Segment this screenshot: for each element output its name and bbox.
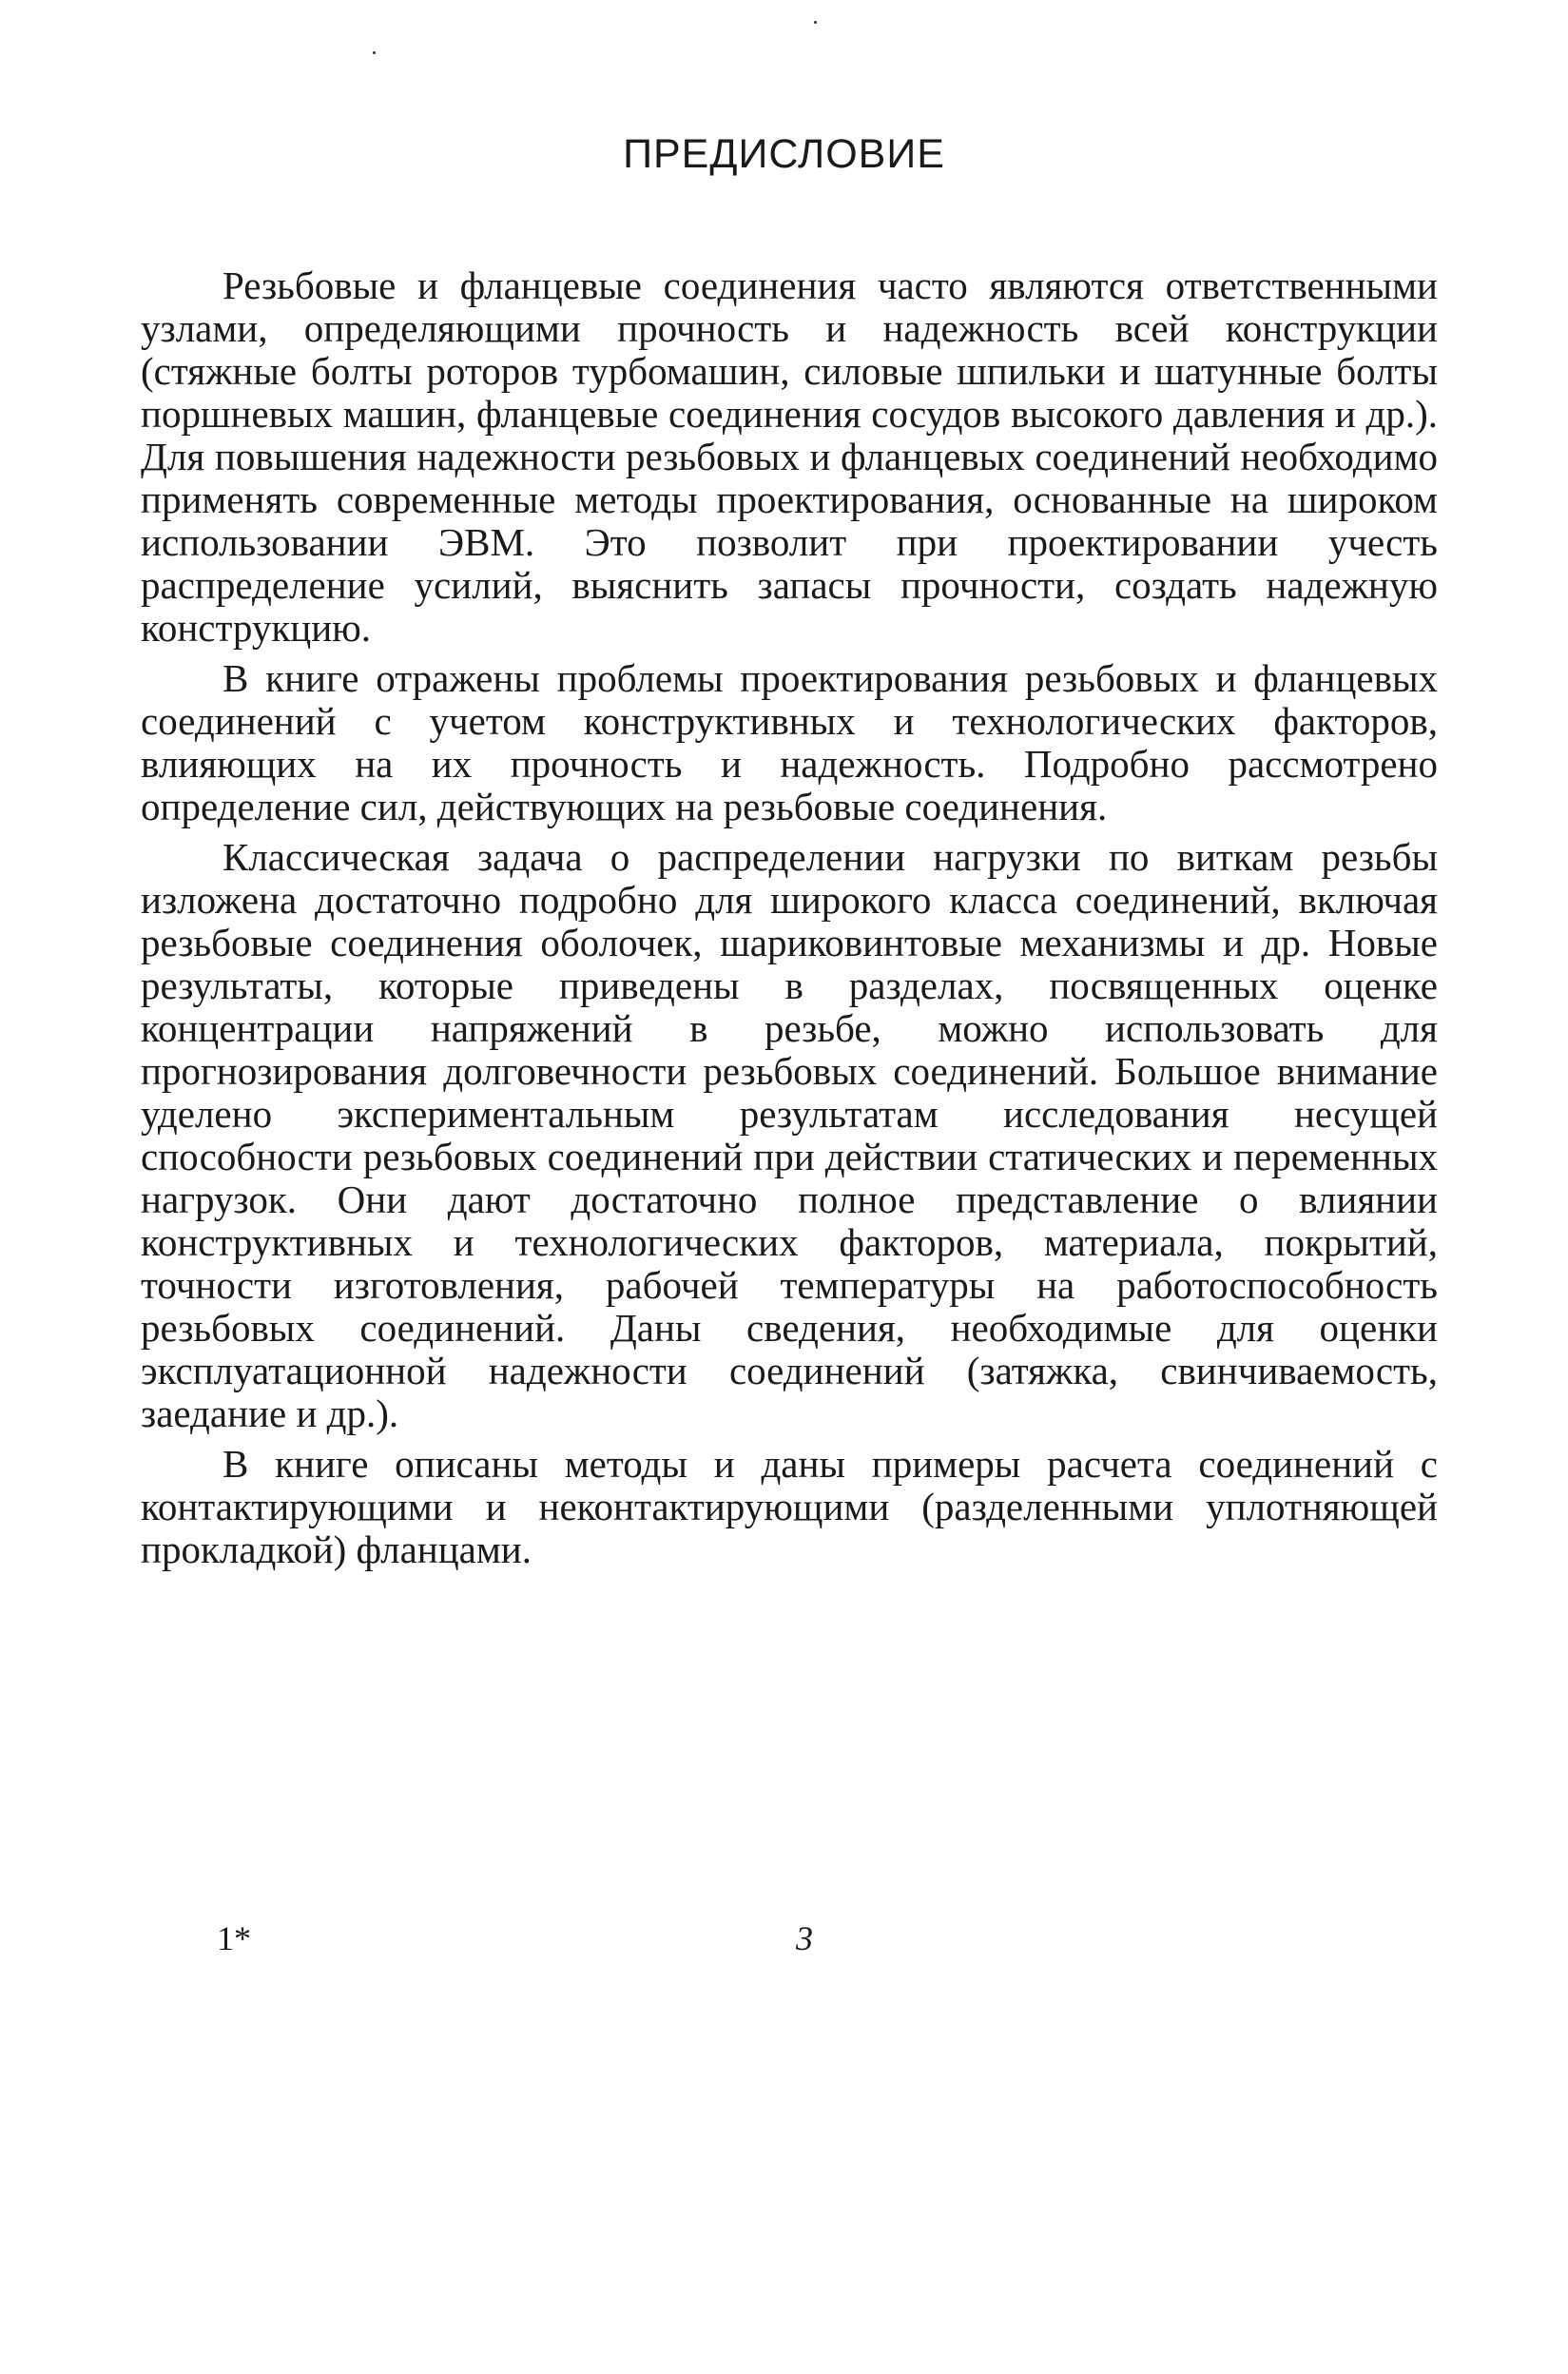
paragraph-2: В книге отражены проблемы проектирования резьбовых и фланцевых соединений с учетом конструктивных и технологических факторов, влияющих на их прочность и надежность. Подробно рассмотрено определение сил, действующих на резьбовые соединения. <box>141 656 1438 828</box>
paragraph-3: Классическая задача о распределении нагрузки по виткам резьбы изложена достаточно подробно для широкого класса соединений, включая резьбовые соединения оболочек, шариковинтовые механизмы и др. Новые результаты, которые приведены в разделах, посвященных оценке концентрации напряжений в резьбе, можно использовать для прогнозирования долговечности резьбовых соединений. Большое внимание уделено экспериментальным результатам исследования несущей способности резьбовых соединений при действии статических и переменных нагрузок. Они дают достаточно полное представление о влиянии конструктивных и технологических факторов, материала, покрытий, точности изготовления, рабочей температуры на работоспособность резьбовых соединений. Даны сведения, необходимые для оценки эксплуатационной надежности соединений (затяжка, свинчиваемость, заедание и др.). <box>141 835 1438 1435</box>
page-number: 3 <box>796 1919 813 1957</box>
preface-body <box>141 264 1438 1579</box>
signature-mark: 1* <box>217 1919 251 1957</box>
paragraph-4: В книге описаны методы и даны примеры расчета соединений с контактирующими и неконтактирующими (разделенными уплотняющей прокладкой) фланцами. <box>141 1442 1438 1571</box>
page-title: ПРЕДИСЛОВИЕ <box>623 131 945 177</box>
print-speck <box>814 21 817 24</box>
print-speck <box>373 51 376 54</box>
paragraph-1: Резьбовые и фланцевые соединения часто являются ответственными узлами, определяющими прочность и надежность всей конструкции (стяжные болты роторов турбомашин, силовые шпильки и шатунные болты поршневых машин, фланцевые соединения сосудов высокого давления и др.). Для повышения надежности резьбовых и фланцевых соединений необходимо применять современные методы проектирования, основанные на широком использовании ЭВМ. Это позволит при проектировании учесть распределение усилий, выяснить запасы прочности, создать надежную конструкцию. <box>141 263 1438 650</box>
